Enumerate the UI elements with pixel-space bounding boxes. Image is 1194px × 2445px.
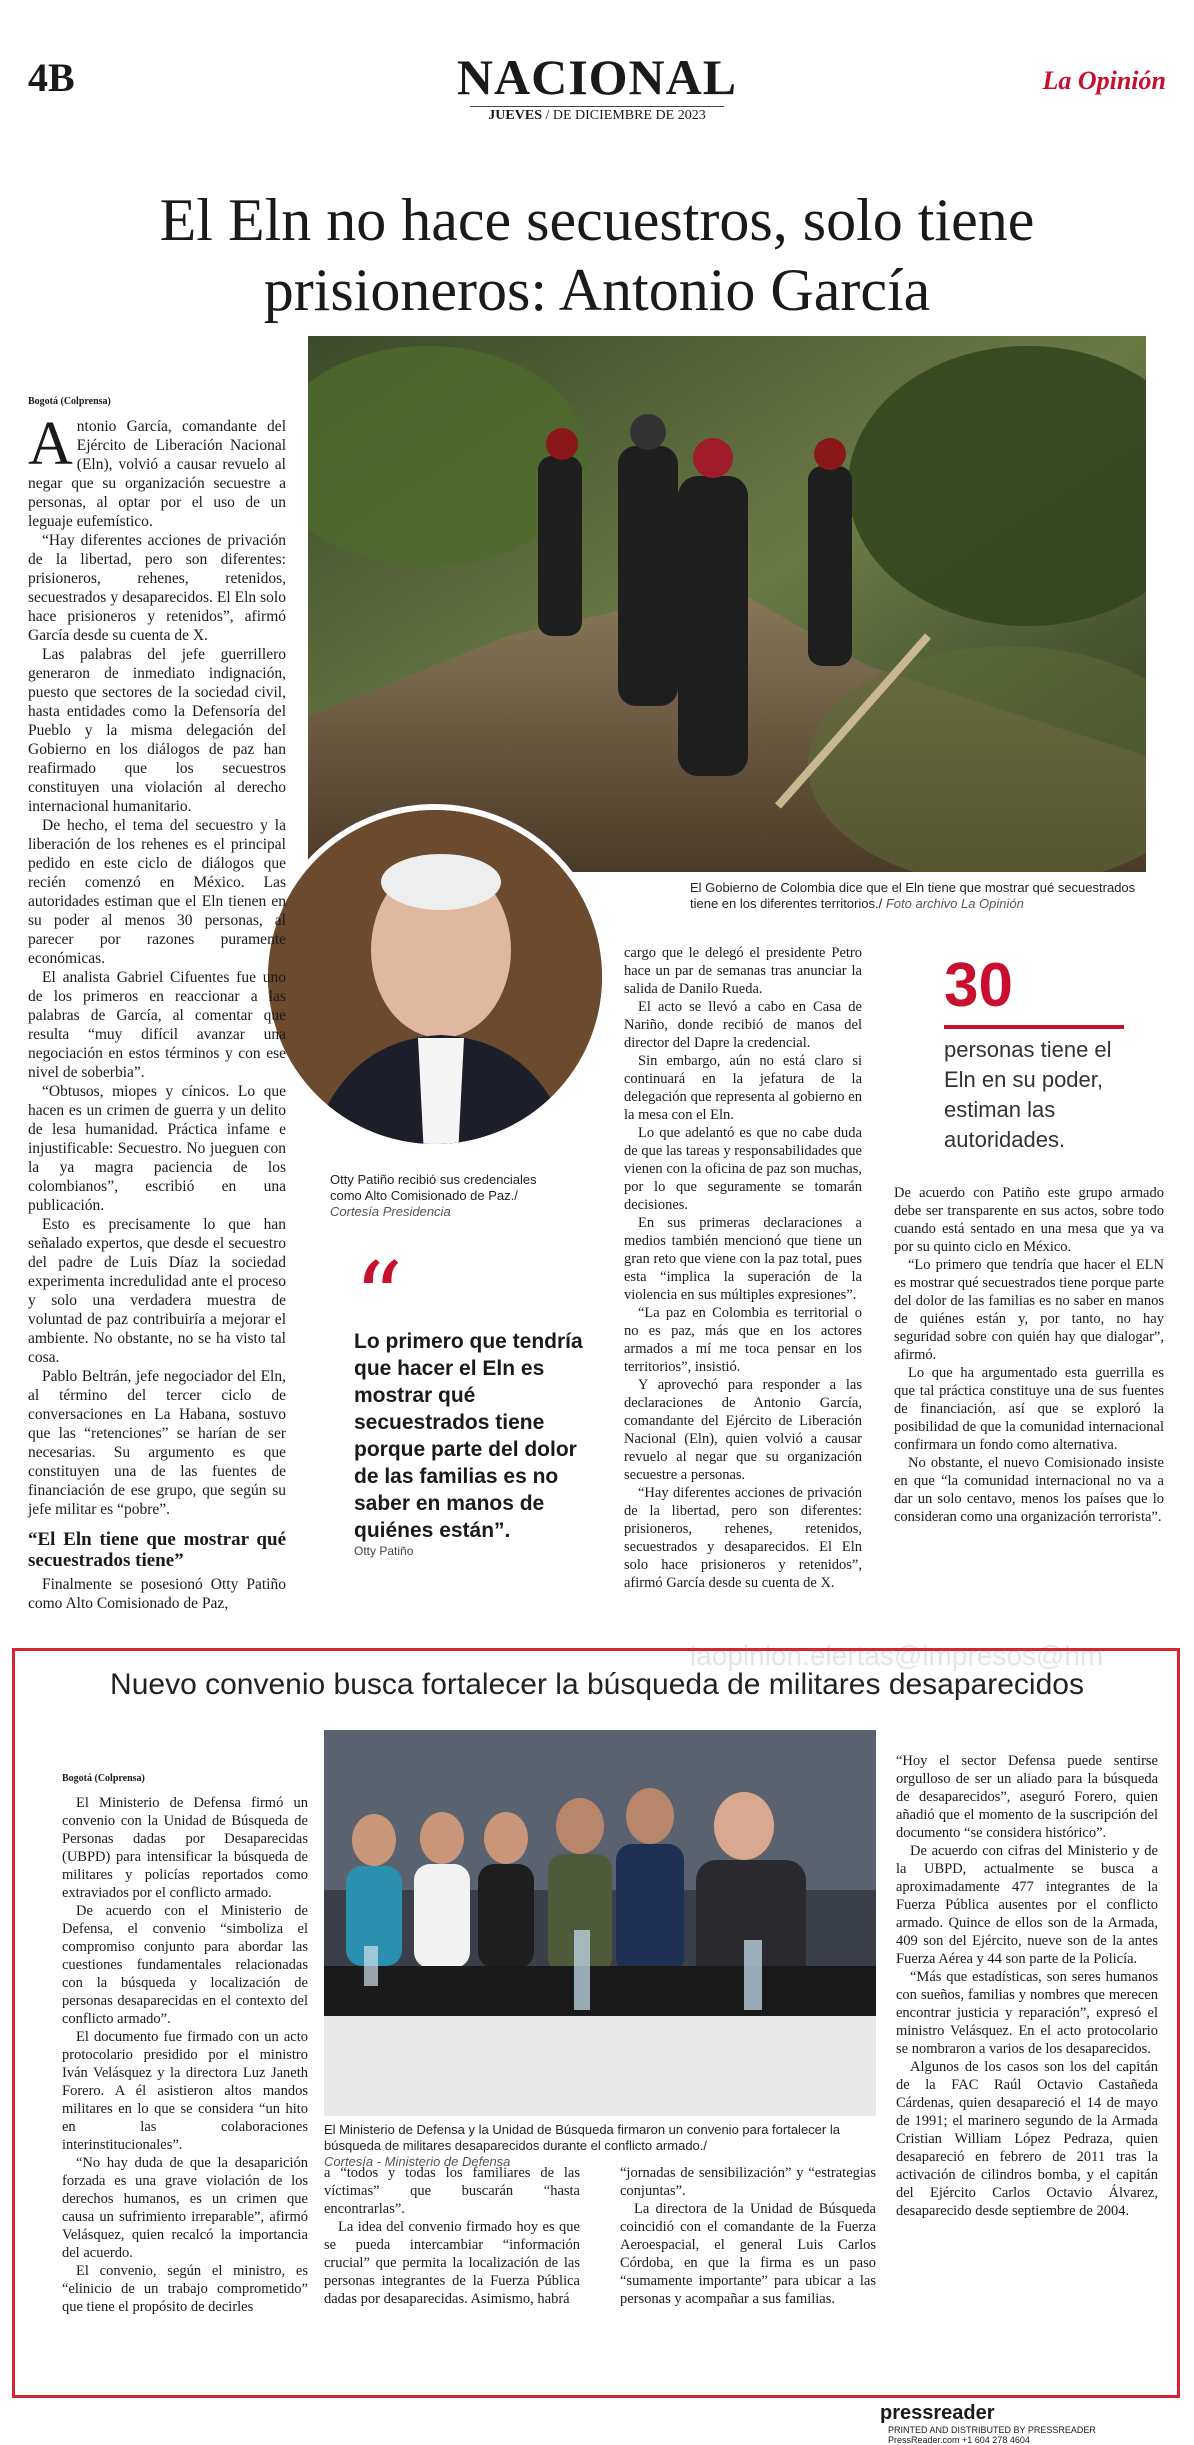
paragraph: “Obtusos, miopes y cínicos. Lo que hacen es un crimen de guerra y un delito de lesa humanidad. Práctica infame e injustificable: Secuestro. No jueguen con la ya magra paciencia de los colombianos”, escribió en una publicación. [28,1083,286,1214]
subhead: “El Eln tiene que mostrar qué secuestrados tiene” [28,1529,286,1571]
paragraph: “Hoy el sector Defensa puede sentirse orgulloso de ser un aliado para la búsqueda de desaparecidos”, aseguró Forero, quien añadió que el momento de la suscripción del documento “se considera histórico”. [896,1753,1158,1841]
portrait-circle [262,804,608,1150]
portrait-image [268,810,608,1150]
paragraph: “Lo primero que tendría que hacer el ELN es mostrar qué secuestrados tiene porque parte del dolor de las familias es no saber en manos de quiénes están y, por tanto, no hay seguridad sobre con quién hay que dialogar”, afirmó. [894,1257,1164,1363]
paragraph: Esto es precisamente lo que han señalado expertos, que desde el secuestro del padre de Luis Díaz la sociedad experimenta incredulidad ante el proceso y solo una verdadera muestra de voluntad de paz contribuiría a mejorar el ambiente. No obstante, no se ha visto tal cosa. [28,1216,286,1366]
headline-line1: El Eln no hace secuestros, solo tiene [159,187,1035,253]
paragraph: Y aprovechó para responder a las declaraciones de Antonio García, comandante del Ejército de Liberación Nacional (Eln), quien volvió a causar revuelo al negar que su organización secuestre a personas. [624,1377,862,1483]
main-photo-caption [690,880,1150,912]
box-column-2 [324,2164,580,2308]
paragraph: No obstante, el nuevo Comisionado insiste en que “la comunidad internacional no va a dar un solo centavo, menos los países que lo consideran como una organización terrorista”. [894,1455,1164,1525]
paragraph: Finalmente se posesionó Otty Patiño como Alto Comisionado de Paz, [28,1576,286,1612]
main-column-3 [894,1184,1164,1526]
pressreader-footer [880,2402,1194,2445]
caption-credit: Foto archivo La Opinión [885,896,1024,911]
portrait-caption-credit: Cortesía Presidencia [330,1204,451,1219]
paragraph: “Hay diferentes acciones de privación de la libertad, pero son diferentes: prisioneros, rehenes, retenidos, secuestrados y desaparecidos. El Eln solo hace prisioneros y retenidos”, afirmó García desde su cuenta de X. [624,1485,862,1591]
meeting-caption-credit: Cortesía - Ministerio de Defensa [324,2154,511,2169]
portrait-caption-text: Otty Patiño recibió sus credenciales como Alto Comisionado de Paz./ [330,1172,537,1203]
boxed-headline: Nuevo convenio busca fortalecer la búsqueda de militares desaparecidos [110,1668,1084,1701]
main-column-2 [624,944,862,1592]
headline-line2: prisioneros: Antonio García [263,257,931,323]
paragraph: Pablo Beltrán, jefe negociador del Eln, al término del tercer ciclo de conversaciones en La Habana, sostuvo que las “retenciones” se harían de ser necesarias. Su argumento es que constituyen una de las fuentes de financiación de ese grupo, que según su jefe militar es “pobre”. [28,1368,286,1518]
dropcap: A [28,410,73,478]
paragraph: “Hay diferentes acciones de privación de la libertad, pero son diferentes: prisioneros, rehenes, retenidos, secuestrados y desaparecidos. El Eln solo hace prisioneros y retenidos”, afirmó García desde su cuenta de X. [28,532,286,644]
paragraph: La directora de la Unidad de Búsqueda coincidió con el comandante de la Fuerza Aeroespacial, el general Luis Carlos Córdoba, en que la firma es un paso “sumamente importante” para ubicar a las personas y acompañar a sus familias. [620,2201,876,2307]
meeting-caption-text: El Ministerio de Defensa y la Unidad de Búsqueda firmaron un convenio para fortalecer la búsqueda de militares desaparecidos durante el conflicto armado./ [324,2122,840,2153]
guerrilla-photo-image [308,336,1146,872]
paragraph-text: ntonio García, comandante del Ejército de Liberación Nacional (Eln), volvió a causar revuelo al negar que su organización secuestre a personas, al optar por el uso de un leguaje eufemístico. [28,418,286,530]
section-title: NACIONAL [456,49,738,105]
paragraph: El acto se llevó a cabo en Casa de Nariño, donde recibió de manos del director del Dapre la credencial. [624,999,862,1051]
page-number: 4B [28,55,75,100]
box-byline: Bogotá (Colprensa) [62,1773,145,1784]
paragraph: Algunos de los casos son los del capitán de la FAC Raúl Octavio Castañeda Cárdenas, quien desapareció el 14 de mayo de 1991; el marinero segundo de la Armada Cristian William López Pedraza, quien desapareció en febrero de 2011 tras la activación de cilindros bomba, y el capitán del Ejército Carlos Octavio Álvarez, desaparecido desde septiembre de 2004. [896,2059,1158,2219]
meeting-photo [324,1730,876,2116]
paragraph: “Más que estadísticas, son seres humanos con sueños, familias y nombres que merecen encontrar justicia y reparación”, expresó el ministro Velásquez. En el acto protocolario se nombraron a varios de los desaparecidos. [896,1969,1158,2057]
paragraph: Sin embargo, aún no está claro si continuará en la jefatura de la delegación que representa al gobierno en la mesa con el Eln. [624,1053,862,1123]
paragraph: De hecho, el tema del secuestro y la liberación de los rehenes es el principal pedido en este ciclo de diálogos que recién comenzó en México. Las autoridades estiman que el Eln tienen en su poder al menos 30 personas, al parecer por razones puramente económicas. [28,817,286,967]
stat-rule [944,1025,1124,1029]
portrait-caption [330,1172,570,1220]
paragraph: “La paz en Colombia es territorial o no es paz, más que en los actores armados a mí me toca pensar en los territorios”, insistió. [624,1305,862,1375]
box-column-3 [620,2164,876,2308]
pressreader-info [888,2425,1096,2445]
paragraph: El analista Gabriel Cifuentes fue uno de los primeros en reaccionar a las palabras de García, al comentar que resulta “muy difícil avanzar una negociación en estos términos y con ese nivel de soberbia”. [28,969,286,1081]
paragraph: El documento fue firmado con un acto protocolario presidido por el ministro Iván Velásquez y la directora Luz Janeth Forero. A él asistieron altos mandos militares en lo que se considera “un hito en las colaboraciones interinstitucionales”. [62,2029,308,2153]
header-rule [470,106,724,107]
pull-quote [354,1242,604,1558]
box-column-4 [896,1752,1158,2220]
watermark: laopinion.elertas@impresos@hm [690,1640,1104,1671]
paragraph: “No hay duda de que la desaparición forzada es una grave violación de los derechos humanos, es un crimen que causa un sufrimiento irreparable”, afirmó Velásquez, quien recalcó la importancia del acuerdo. [62,2155,308,2261]
quote-author: Otty Patiño [354,1544,414,1558]
stat-text: personas tiene el Eln en su poder, estiman las autoridades. [944,1037,1112,1152]
paragraph: El convenio, según el ministro, es “elinicio de un trabajo comprometido” que tiene el propósito de decirles [62,2263,308,2315]
pressreader-line1: PRINTED AND DISTRIBUTED BY PRESSREADER [888,2425,1096,2435]
pressreader-line2: PressReader.com +1 604 278 4604 [888,2435,1030,2445]
box-column-1 [62,1770,308,2316]
paragraph: cargo que le delegó el presidente Petro hace un par de semanas tras anunciar la salida de Danilo Rueda. [624,945,862,997]
paragraph: a “todos y todas los familiares de las víctimas” que buscarán “hasta encontrarlas”. [324,2165,580,2217]
paragraph: “jornadas de sensibilización” y “estrategias conjuntas”. [620,2165,876,2199]
meeting-photo-image [324,1730,876,2116]
dateline [0,108,1194,124]
stat-box [944,950,1124,1155]
paragraph [28,410,286,531]
byline: Bogotá (Colprensa) [28,396,111,407]
main-headline [60,185,1134,325]
paragraph: La idea del convenio firmado hoy es que se pueda intercambiar “información crucial” que permita la localización de las personas integrantes de la Fuerza Pública dadas por desaparecidas. Asimismo, habrá [324,2219,580,2307]
caption-text: El Gobierno de Colombia dice que el Eln tiene que mostrar qué secuestrados tiene en los diferentes territorios./ [690,880,1136,911]
brand-logo: La Opinión [1042,66,1166,95]
quote-mark-icon: “ [354,1242,404,1354]
paragraph: Lo que adelantó es que no cabe duda de que las tareas y responsabilidades que vienen con la oficina de paz son muchas, por lo que seguramente se tomarán decisiones. [624,1125,862,1213]
date-day: JUEVES [488,108,542,123]
quote-text: Lo primero que tendría que hacer el Eln es mostrar qué secuestrados tiene porque parte del dolor de las familias es no saber en manos de quiénes están”. [354,1330,583,1542]
main-column-1 [28,392,286,1613]
paragraph: En sus primeras declaraciones a medios también mencionó que tiene un gran reto que viene con la paz total, pues esta “implica la superación de la violencia en sus múltiples expresiones”. [624,1215,862,1303]
pressreader-logo: pressreader [880,2402,995,2424]
paragraph: De acuerdo con cifras del Ministerio y de la UBPD, actualmente se busca a aproximadamente 477 integrantes de la Fuerza Pública ausentes por el conflicto armado. Quince de ellos son de la Armada, 409 son del Ejército, nueve son de la antes Fuerza Aérea y 44 son parte de la Policía. [896,1843,1158,1967]
paragraph: Lo que ha argumentado esta guerrilla es que tal práctica constituye una de sus fuentes de financiación, así que se exploró la posibilidad de que la comunidad internacional confirmara un fondo como alternativa. [894,1365,1164,1453]
stat-number: 30 [944,951,1013,1020]
paragraph: De acuerdo con Patiño este grupo armado debe ser transparente en sus actos, sobre todo cuando está sentado en una mesa que ya va por su quinto ciclo en México. [894,1185,1164,1255]
date-rest: / DE DICIEMBRE DE 2023 [545,108,706,123]
paragraph: El Ministerio de Defensa firmó un convenio con la Unidad de Búsqueda de Personas dadas por Desaparecidas (UBPD) para intensificar la búsqueda de militares y policías reportados como extraviados por el conflicto armado. [62,1795,308,1901]
guerrilla-photo [308,336,1146,872]
paragraph: De acuerdo con el Ministerio de Defensa, el convenio “simboliza el compromiso conjunto para abordar las cuestiones fundamentales relacionadas con la búsqueda y localización de personas desaparecidas en el contexto del conflicto armado”. [62,1903,308,2027]
meeting-photo-caption [324,2122,876,2170]
paragraph: Las palabras del jefe guerrillero generaron de inmediato indignación, puesto que sectores de la sociedad civil, hasta entidades como la Defensoría del Pueblo y la misma delegación del Gobierno en los diálogos de paz han reafirmado que los secuestros constituyen una violación al derecho internacional humanitario. [28,646,286,815]
